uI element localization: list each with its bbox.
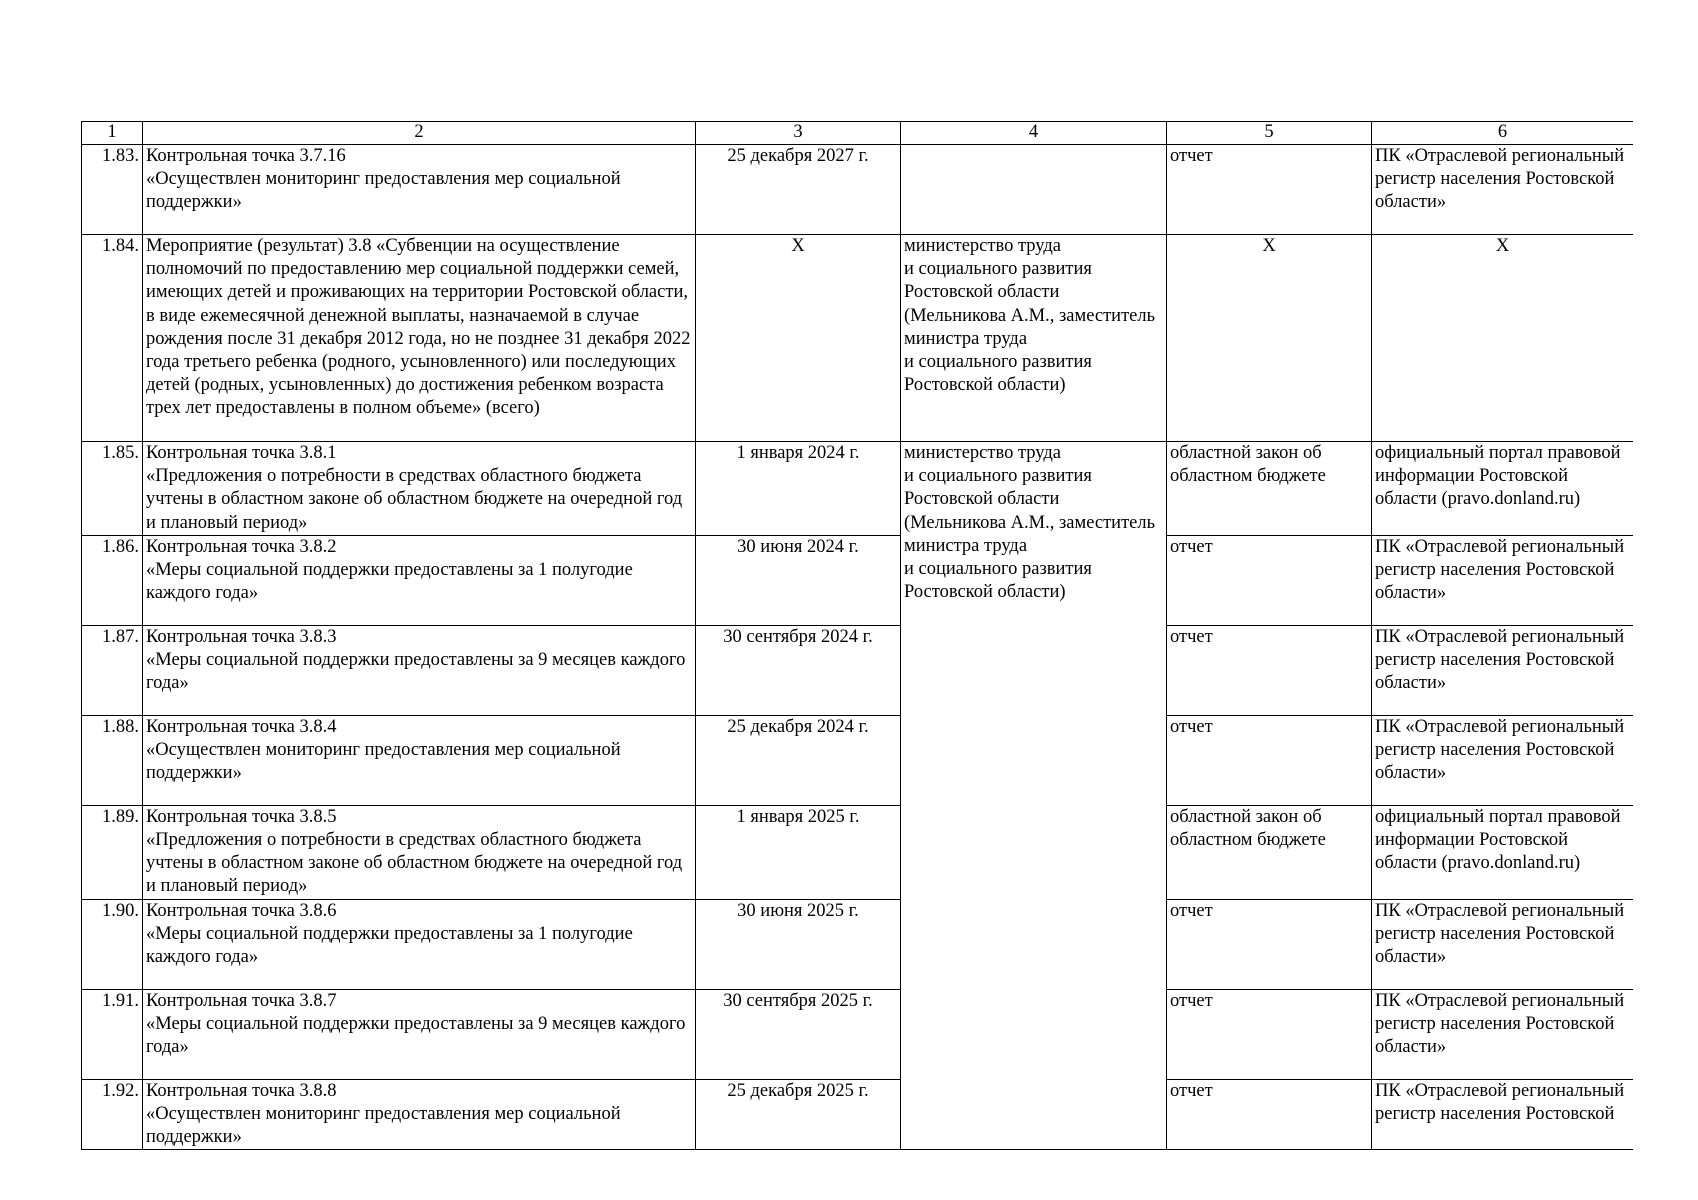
row-date: 1 января 2024 г. [696,442,901,536]
row-date: 25 декабря 2024 г. [696,715,901,805]
row-document: отчет [1167,145,1372,235]
row-date: 30 июня 2024 г. [696,535,901,625]
row-document: отчет [1167,625,1372,715]
row-date: X [696,235,901,442]
table-row [82,899,1634,989]
row-description: Контрольная точка 3.8.7 «Меры социальной поддержки предоставлены за 9 месяцев каждого года» [143,989,696,1079]
table-row [82,235,1634,442]
row-system: ПК «Отраслевой региональный регистр населения Ростовской области» [1372,535,1634,625]
row-description: Контрольная точка 3.8.3 «Меры социальной поддержки предоставлены за 9 месяцев каждого года» [143,625,696,715]
row-description: Контрольная точка 3.8.6 «Меры социальной поддержки предоставлены за 1 полугодие каждого года» [143,899,696,989]
header-cell: 3 [696,122,901,145]
row-date: 25 декабря 2025 г. [696,1079,901,1150]
row-system: ПК «Отраслевой региональный регистр населения Ростовской области» [1372,899,1634,989]
row-number: 1.86. [82,535,143,625]
row-number: 1.84. [82,235,143,442]
row-description: Контрольная точка 3.8.8 «Осуществлен мониторинг предоставления мер социальной поддержки» [143,1079,696,1150]
row-document: отчет [1167,535,1372,625]
row-number: 1.89. [82,805,143,899]
row-system: X [1372,235,1634,442]
row-system: ПК «Отраслевой региональный регистр населения Ростовской области» [1372,625,1634,715]
row-system: официальный портал правовой информации Ростовской области (pravo.donland.ru) [1372,805,1634,899]
row-responsible: министерство труда и социального развития Ростовской области (Мельникова А.М., заместитель министра труда и социального развития Ростовской области) [901,235,1167,442]
header-row [82,122,1634,145]
row-document: X [1167,235,1372,442]
row-system: официальный портал правовой информации Ростовской области (pravo.donland.ru) [1372,442,1634,536]
row-date: 1 января 2025 г. [696,805,901,899]
header-cell: 1 [82,122,143,145]
row-description: Контрольная точка 3.8.2 «Меры социальной поддержки предоставлены за 1 полугодие каждого года» [143,535,696,625]
row-date: 30 июня 2025 г. [696,899,901,989]
row-description: Контрольная точка 3.8.1 «Предложения о потребности в средствах областного бюджета учтены в областном законе об областном бюджете на очередной год и плановый период» [143,442,696,536]
row-date: 25 декабря 2027 г. [696,145,901,235]
row-description: Контрольная точка 3.8.4 «Осуществлен мониторинг предоставления мер социальной поддержки» [143,715,696,805]
header-cell: 4 [901,122,1167,145]
header-cell: 2 [143,122,696,145]
table-row [82,1079,1634,1150]
row-number: 1.90. [82,899,143,989]
row-date: 30 сентября 2024 г. [696,625,901,715]
row-number: 1.92. [82,1079,143,1150]
row-description: Мероприятие (результат) 3.8 «Субвенции на осуществление полномочий по предоставлению мер социальной поддержки семей, имеющих детей и проживающих на территории Ростовской области, в виде ежемесячной денежной выплаты, назначаемой в случае рождения после 31 декабря 2012 года, но не позднее 31 декабря 2022 года третьего ребенка (родного, усыновленного) или последующих детей (родных, усыновленных) до достижения ребенком возраста трех лет предоставлены в полном объеме» (всего) [143,235,696,442]
table-row [82,715,1634,805]
table-row [82,625,1634,715]
row-document: отчет [1167,989,1372,1079]
table-row [82,989,1634,1079]
row-document: областной закон об областном бюджете [1167,442,1372,536]
table-row [82,145,1634,235]
row-document: отчет [1167,1079,1372,1150]
row-number: 1.87. [82,625,143,715]
row-document: отчет [1167,899,1372,989]
row-system: ПК «Отраслевой региональный регистр населения Ростовской [1372,1079,1634,1150]
plan-table [81,121,1633,1150]
table-row [82,442,1634,536]
row-responsible-merged: министерство труда и социального развития Ростовской области (Мельникова А.М., заместитель министра труда и социального развития Ростовской области) [901,442,1167,1150]
row-system: ПК «Отраслевой региональный регистр населения Ростовской области» [1372,989,1634,1079]
row-responsible [901,145,1167,235]
row-number: 1.91. [82,989,143,1079]
table-row [82,805,1634,899]
header-cell: 6 [1372,122,1634,145]
row-description: Контрольная точка 3.7.16 «Осуществлен мониторинг предоставления мер социальной поддержки» [143,145,696,235]
row-system: ПК «Отраслевой региональный регистр населения Ростовской области» [1372,145,1634,235]
row-number: 1.85. [82,442,143,536]
row-number: 1.88. [82,715,143,805]
header-cell: 5 [1167,122,1372,145]
table-container [81,121,1633,1162]
row-system: ПК «Отраслевой региональный регистр населения Ростовской области» [1372,715,1634,805]
table-row [82,535,1634,625]
row-date: 30 сентября 2025 г. [696,989,901,1079]
row-number: 1.83. [82,145,143,235]
row-document: областной закон об областном бюджете [1167,805,1372,899]
row-description: Контрольная точка 3.8.5 «Предложения о потребности в средствах областного бюджета учтены в областном законе об областном бюджете на очередной год и плановый период» [143,805,696,899]
row-document: отчет [1167,715,1372,805]
